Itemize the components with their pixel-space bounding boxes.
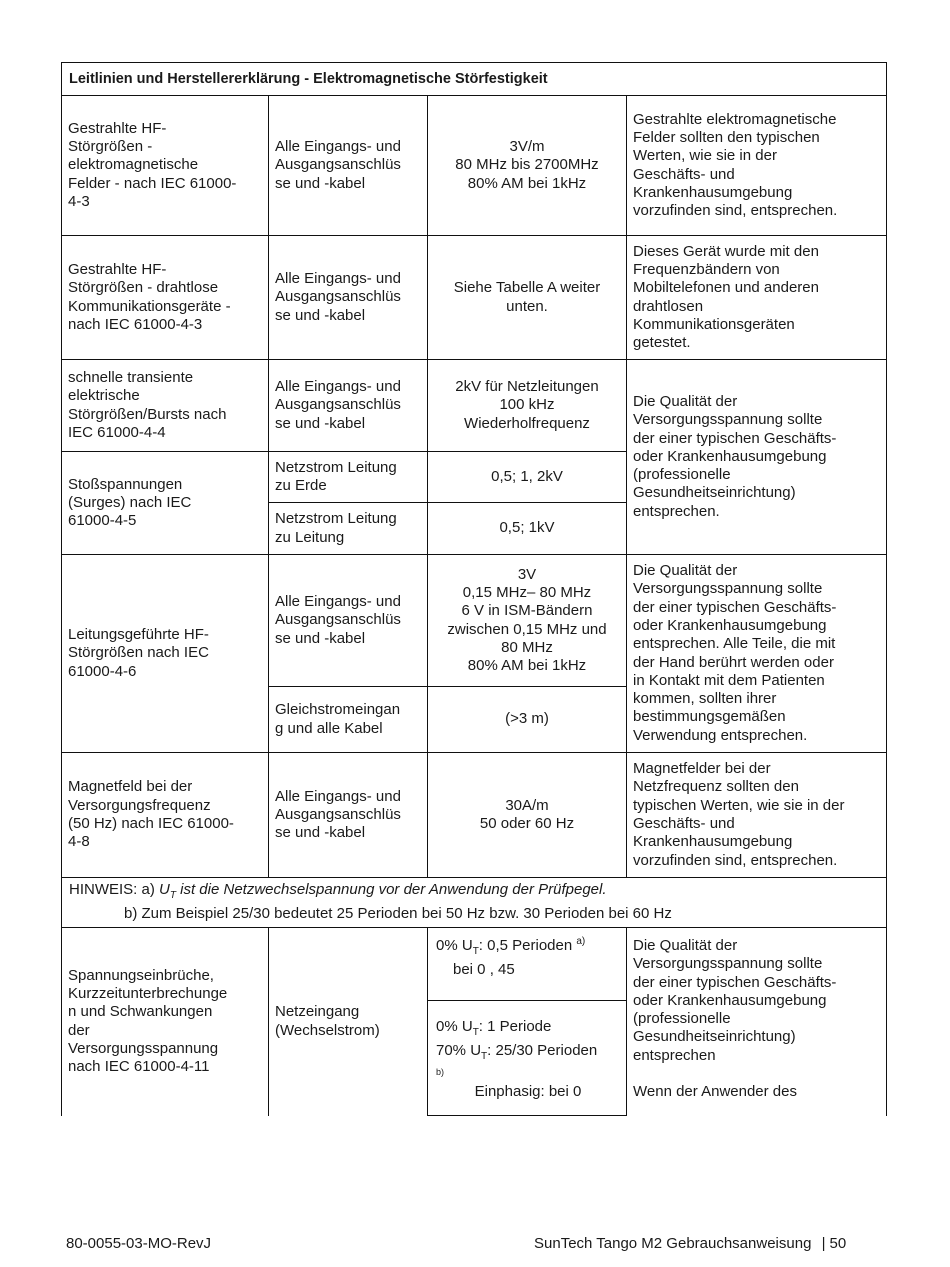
page-number: 50 [829,1235,847,1252]
border-right [886,62,887,1116]
test-cell: Spannungseinbrüche, Kurzzeitunterbrechunge n und Schwankungen der Versorgungsspannung nach IEC 61000-4-11 [68,966,228,1076]
ports-cell: Gleichstromeingan g und alle Kabel [275,701,401,737]
guidance-cell: Magnetfelder bei der Netzfrequenz sollten den typischen Werten, wie sie in der Geschäfts- und Krankenhausumgebung vorzufinden sind, entsprechen. [633,760,845,869]
guidance-cell: Die Qualität der Versorgungsspannung sollte der einer typischen Geschäfts- oder Krankenhausumgebung (professionelle Gesundheitseinrichtung) entsprechen. [633,392,837,520]
guidance-cell: Die Qualität der Versorgungsspannung sollte der einer typischen Geschäfts- oder Krankenhausumgebung (professionelle Gesundheitseinrichtung) entsprechen Wenn der Anwender des [633,937,837,1101]
table-title-text: Leitlinien und Herstellererklärung - Elektromagnetische Störfestigkeit [69,70,548,87]
level-cell: 2kV für Netzleitungen 100 kHz Wiederholfrequenz [455,378,599,432]
ports-cell: Alle Eingangs- und Ausgangsanschlüs se und -kabel [275,138,401,192]
level-cell: 3V 0,15 MHz– 80 MHz 6 V in ISM-Bändern zwischen 0,15 MHz und 80 MHz 80% AM bei 1kHz [447,565,607,675]
row-divider-partial [427,1115,627,1116]
guidance-cell: Dieses Gerät wurde mit den Frequenzbändern von Mobiltelefonen und anderen drahtlosen Kommunikationsgeräten getestet. [633,242,819,352]
level-cell: 30A/m 50 oder 60 Hz [479,796,575,832]
ports-cell: Alle Eingangs- und Ausgangsanschlüs se und -kabel [275,787,401,842]
ports-cell: Alle Eingangs- und Ausgangsanschlüs se und -kabel [275,270,401,324]
ports-cell: Netzeingang (Wechselstrom) [275,1003,380,1039]
level-cell: 0% $U_T$: 0,5 Perioden $^{a)}$ bei 0 , 45 [436,936,586,979]
level-cell: 0,5; 1, 2kV [491,467,563,485]
level-cell: Siehe Tabelle A weiter unten. [453,279,601,315]
level-cell: (>3 m) [505,710,549,728]
guidance-cell: Die Qualität der Versorgungsspannung sollte der einer typischen Geschäfts- oder Krankenhausumgebung entsprechen. Alle Teile, die mit der Hand berührt werden oder in Kontakt mit dem Patienten kommen, sollten ihrer bestimmungsgemäßen Verwendung entsprechen. [633,562,837,744]
level-cell: 0% $U_T$: 1 Periode 70% $U_T$: 25/30 Perioden b) Einphasig: bei 0 [436,1018,598,1100]
footer-manual-title: SunTech Tango M2 Gebrauchsanweisung [534,1235,812,1252]
test-cell: Gestrahlte HF- Störgrößen - drahtlose Kommunikationsgeräte - nach IEC 61000-4-3 [68,260,231,333]
note-line-2: b) Zum Beispiel 25/30 bedeutet 25 Perioden bei 50 Hz bzw. 30 Perioden bei 60 Hz [124,905,672,923]
row-divider [61,877,887,878]
test-cell: Stoßspannungen (Surges) nach IEC 61000-4-5 [68,475,192,530]
ports-cell: Netzstrom Leitung zu Erde [275,458,397,494]
ports-cell: Netzstrom Leitung zu Leitung [275,510,397,546]
note-line-1: HINWEIS: a) $U_T$ ist die Netzwechselspannung vor der Anwendung der Prüfpegel. [69,881,607,901]
test-cell: schnelle transiente elektrische Störgrößen/Bursts nach IEC 61000-4-4 [68,368,227,441]
test-cell: Leitungsgeführte HF- Störgrößen nach IEC 61000-4-6 [68,626,209,680]
footer-doc-id: 80-0055-03-MO-RevJ [66,1235,212,1252]
ports-cell: Alle Eingangs- und Ausgangsanschlüs se und -kabel [275,378,401,432]
footer-right [534,1235,846,1252]
footer-separator: | [821,1235,826,1252]
row-divider-partial [427,1000,627,1001]
guidance-cell: Gestrahlte elektromagnetische Felder sollten den typischen Werten, wie sie in der Geschäfts- und Krankenhausumgebung vorzufinden sind, entsprechen. [633,110,838,220]
table-title [62,63,886,95]
test-cell: Magnetfeld bei der Versorgungsfrequenz (50 Hz) nach IEC 61000- 4-8 [68,778,234,851]
level-cell: 3V/m 80 MHz bis 2700MHz 80% AM bei 1kHz [455,138,599,192]
ports-cell: Alle Eingangs- und Ausgangsanschlüs se und -kabel [275,593,401,647]
level-cell: 0,5; 1kV [499,519,555,537]
test-cell: Gestrahlte HF- Störgrößen - elektromagnetische Felder - nach IEC 61000- 4-3 [68,119,237,210]
note-cell [62,881,886,927]
